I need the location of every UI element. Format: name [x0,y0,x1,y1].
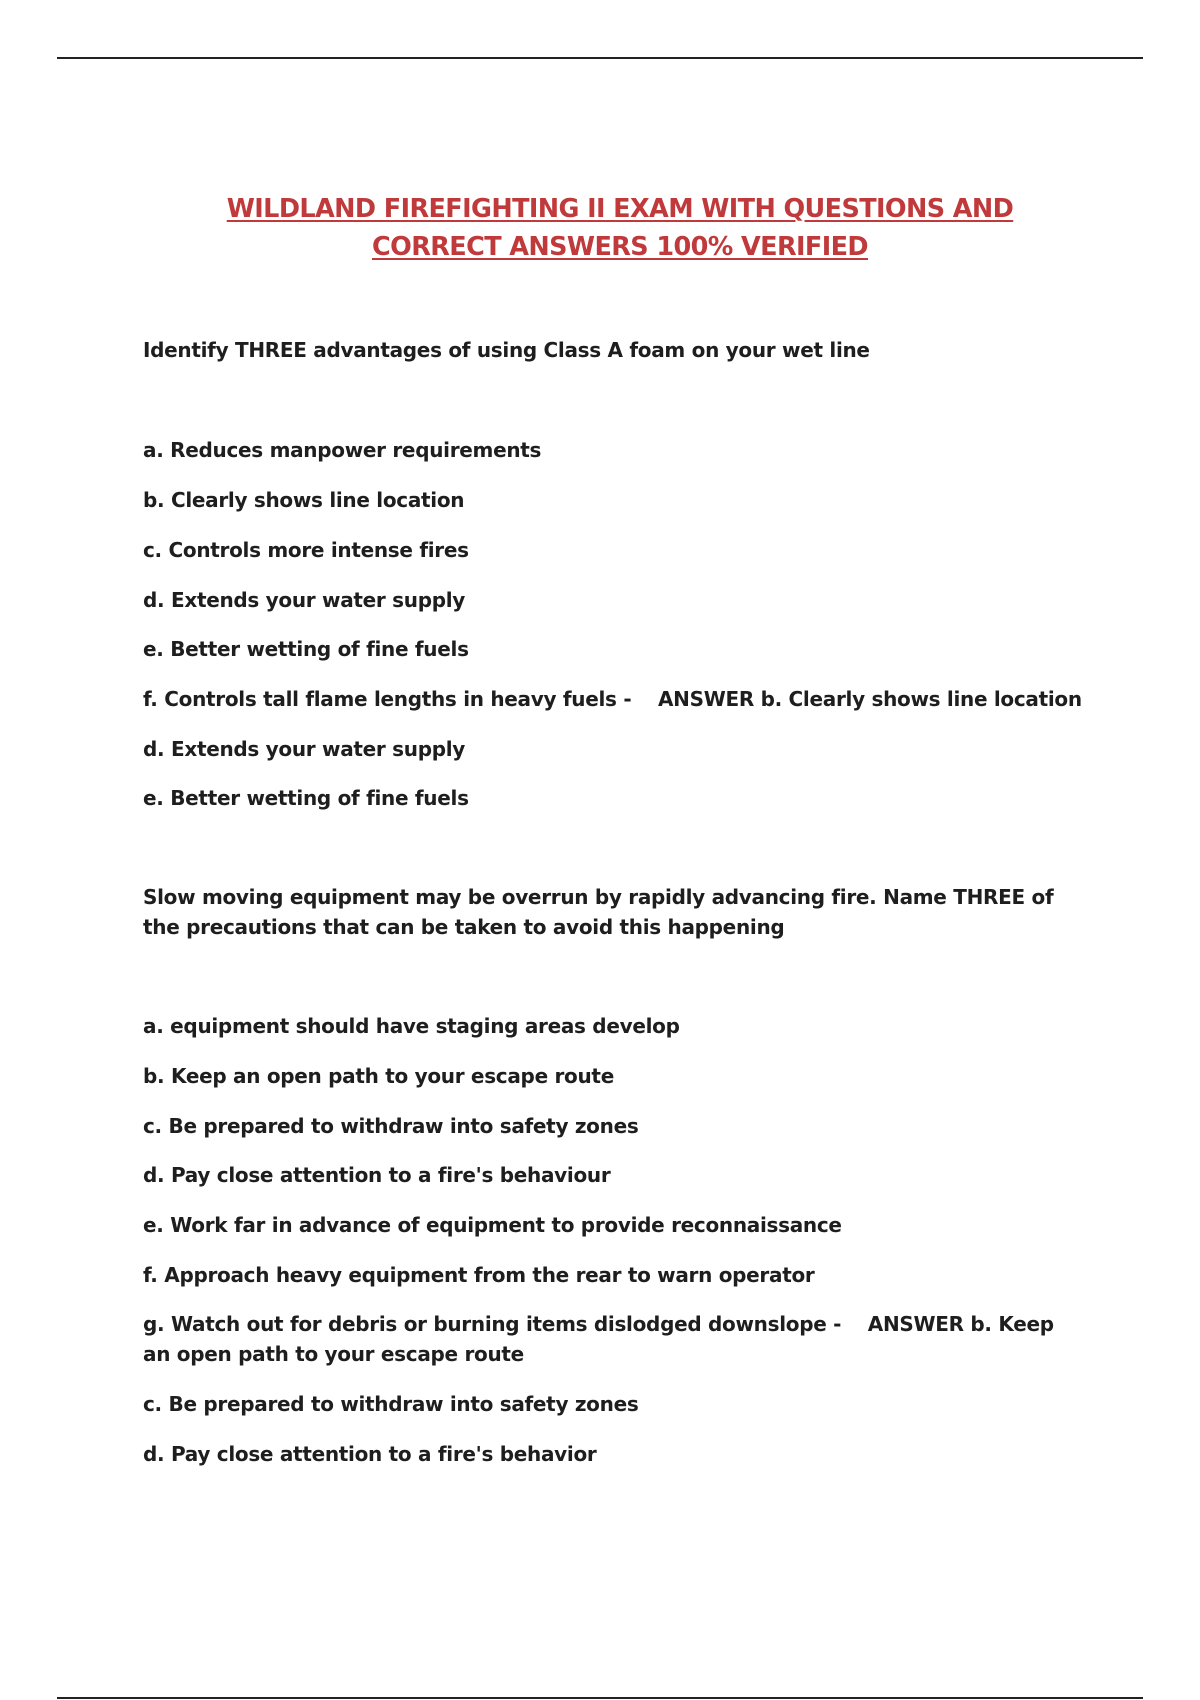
title-line-1: WILDLAND FIREFIGHTING II EXAM WITH QUESTIONS AND [226,194,1014,224]
q2-answer-item: c. Be prepared to withdraw into safety zones [143,1392,639,1416]
q1-option-with-answer: f. Controls tall flame lengths in heavy fuels - ANSWER b. Clearly shows line location [143,687,1082,711]
question-1: Identify THREE advantages of using Class A foam on your wet line [143,338,870,362]
q2-option-with-answer: g. Watch out for debris or burning items dislodged downslope - ANSWER b. Keep an open path to your escape route [143,1312,1061,1366]
q1-option: d. Extends your water supply [143,588,466,612]
top-rule [57,57,1143,59]
q2-answer-item: d. Pay close attention to a fire's behavior [143,1442,597,1466]
q2-option: d. Pay close attention to a fire's behaviour [143,1163,611,1187]
q2-option: e. Work far in advance of equipment to provide reconnaissance [143,1213,842,1237]
q1-option: b. Clearly shows line location [143,488,465,512]
q2-option: b. Keep an open path to your escape route [143,1064,614,1088]
q2-option: a. equipment should have staging areas develop [143,1014,680,1038]
title-line-2: CORRECT ANSWERS 100% VERIFIED [372,232,868,262]
bottom-rule [57,1697,1143,1699]
q1-answer-item: e. Better wetting of fine fuels [143,786,469,810]
document-title [0,190,1200,266]
q2-option: f. Approach heavy equipment from the rear to warn operator [143,1263,815,1287]
q1-answer-item: d. Extends your water supply [143,737,466,761]
question-2: Slow moving equipment may be overrun by rapidly advancing fire. Name THREE of the precautions that can be taken to avoid this happening [143,885,1061,939]
q1-option: c. Controls more intense fires [143,538,469,562]
q1-option: e. Better wetting of fine fuels [143,637,469,661]
q2-option: c. Be prepared to withdraw into safety zones [143,1114,639,1138]
q1-option: a. Reduces manpower requirements [143,438,542,462]
